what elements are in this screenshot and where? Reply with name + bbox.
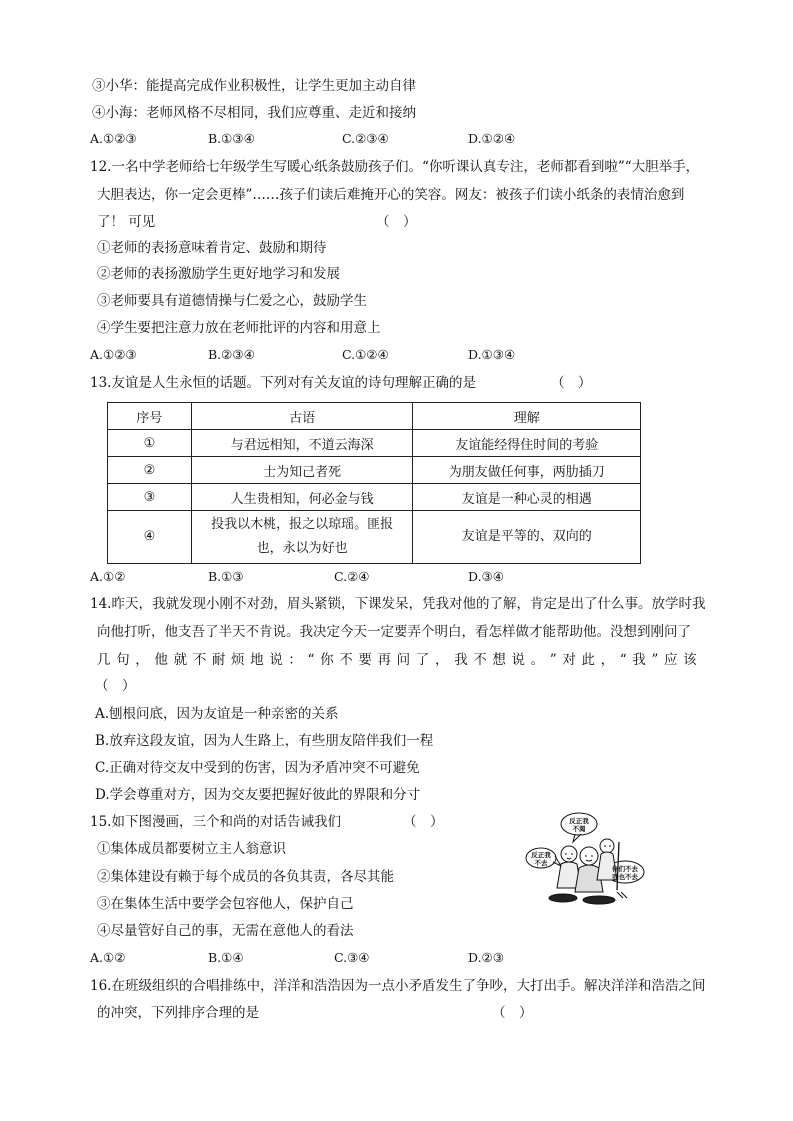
bubble-left-line-1: 反正我 [531,851,551,859]
q14-char: 想 [492,652,506,668]
q15-item-3: ③在集体生活中要学会包容他人，保护自己 [97,896,354,912]
q14-char: 要 [358,652,372,668]
q12-option-c: C.①②④ [342,347,389,362]
header-quote: 古语 [191,403,413,430]
row-meaning: 友谊是一种心灵的相遇 [413,484,641,511]
q15-option-b: B.①④ [208,950,244,965]
q11-option-b: B.①③④ [208,131,255,146]
q15-option-a: A.①② [90,950,126,965]
q14-char: 我 [632,652,646,668]
q14-char: 了 [415,652,430,668]
q11-item-3: ③小华：能提高完成作业积极性，让学生更加主动自律 [92,78,416,94]
q14-char: ， [135,652,149,668]
q14-choice-c: C.正确对待交友中受到的伤害，因为矛盾冲突不可避免 [95,760,420,776]
bubble-right-line-1: 你们不去 [612,865,638,873]
row-index: ② [108,457,192,484]
q14-choice-d: D.学会尊重对方，因为交友要把握好彼此的界限和分寸 [95,787,421,803]
q14-stem-line-1: 14.昨天，我就发现小刚不对劲，眉头紧锁，下课发呆，凭我对他的了解，肯定是出了什么事。放学时我 [90,596,706,612]
q16-stem-line-2: 的冲突，下列排序合理的是 [97,1005,259,1021]
q14-choice-a: A.刨根问底，因为友谊是一种亲密的关系 [95,706,339,722]
q13-option-c: C.②④ [334,569,370,584]
q12-stem-line-2: 大胆表达，你一定会更棒”……孩子们读后难掩开心的笑容。网友：被孩子们读小纸条的表情治愈到 [97,187,685,203]
q12-item-1: ①老师的表扬意味着肯定、鼓励和期待 [97,240,327,256]
q11-option-a: A.①②③ [90,131,137,146]
bubble-left-line-2: 不去 [534,859,548,867]
q14-char: 不 [192,652,207,668]
q15-item-1: ①集体成员都要树立主人翁意识 [97,841,286,857]
table-row [108,511,641,564]
q14-char: 该 [683,652,697,668]
bubble-top-line-1: 反正我 [569,817,589,825]
q12-option-a: A.①②③ [90,347,137,362]
row-index: ④ [108,511,192,564]
q12-item-3: ③老师要具有道德情操与仁爱之心，鼓励学生 [97,293,367,309]
q14-char: 问 [396,652,411,668]
q14-char: 不 [339,652,353,668]
q14-char: ” [651,652,659,668]
row-index: ③ [108,484,192,511]
q13-option-d: D.③④ [468,569,504,584]
q14-char: 说 [511,652,525,668]
table-row [108,430,641,457]
q15-option-c: C.③④ [334,950,370,965]
q14-char: ， [434,652,449,668]
q14-char: ： [288,652,302,668]
q14-char: 对 [562,652,576,668]
monk-right [600,839,614,853]
q16-stem-line-1: 16.在班级组织的合唱排练中，洋洋和浩浩因为一点小矛盾发生了争吵，大打出手。解决洋洋和浩浩之间 [90,978,706,994]
q14-char: 几 [97,652,111,668]
q14-char: 应 [663,652,678,668]
q14-char: 不 [473,652,487,668]
q14-char: ， [600,652,615,668]
q13-stem: 13.友谊是人生永恒的话题。下列对有关友谊的诗句理解正确的是 [90,375,476,391]
q15-item-4: ④尽量管好自己的事，无需在意他人的看法 [97,923,354,939]
monk-middle [580,847,598,865]
q14-char: 说 [269,652,283,668]
q11-option-c: C.②③④ [342,131,389,146]
q14-char: 此 [581,652,595,668]
row-quote-line-2: 也，永以为好也 [256,541,348,556]
table-header-row [108,403,641,430]
q15-option-d: D.②③ [468,950,504,965]
q14-char: “ [307,652,315,668]
table-row [108,484,641,511]
q15-stem: 15.如下图漫画，三个和尚的对话告诫我们 [90,814,341,830]
bubble-right-line-2: 我也不去 [612,873,638,881]
q13-option-a: A.①② [90,569,126,584]
three-monks-cartoon [525,812,645,912]
q12-option-b: B.②③④ [208,347,255,362]
row-index: ① [108,430,192,457]
q13-answer-paren: （ ） [551,375,592,391]
q12-answer-paren: （ ） [376,214,417,230]
row-quote: 士为知己者死 [191,457,413,484]
row-quote [191,511,413,564]
q14-char: 就 [173,652,188,668]
q15-answer-paren: （ ） [403,814,444,830]
q14-stem-line-2: 向他打听，他支吾了半天不肯说。我决定今天一定要弄个明白，看怎样做才能帮助他。没想到刚问了 [97,624,691,640]
q13-option-b: B.①③ [208,569,244,584]
q14-char: 地 [250,652,264,668]
q16-answer-paren: （ ） [492,1005,533,1021]
q14-char: 他 [154,652,168,668]
q14-char: “ [619,652,627,668]
q12-stem-line-3: 了！ 可见 [97,214,156,230]
row-meaning: 为朋友做任何事，两肋插刀 [413,457,641,484]
q14-answer-paren: （ ） [95,678,136,694]
row-quote-line-1: 投我以木桃，报之以琼瑶。匪报 [211,517,394,532]
table-row [108,457,641,484]
row-quote: 与君远相知，不道云海深 [191,430,413,457]
header-meaning: 理解 [413,403,641,430]
q14-char: 再 [377,652,392,668]
q12-stem-line-1: 12.一名中学老师给七年级学生写暖心纸条鼓励孩子们。“你听课认真专注，老师都看到啦”“大胆举手， [90,159,700,175]
row-meaning: 友谊是平等的、双向的 [413,511,641,564]
q11-option-d: D.①②④ [468,131,516,146]
friendship-table [107,402,641,564]
q11-item-4: ④小海：老师风格不尽相同，我们应尊重、走近和接纳 [92,105,416,121]
q14-char: 耐 [211,652,226,668]
q12-item-2: ②老师的表扬激励学生更好地学习和发展 [97,266,340,282]
q14-char: 我 [454,652,468,668]
header-index: 序号 [108,403,192,430]
q14-char: 烦 [230,652,245,668]
q14-char: 你 [320,652,334,668]
q14-choice-b: B.放弃这段友谊，因为人生路上，有些朋友陪伴我们一程 [95,733,434,749]
q15-item-2: ②集体建设有赖于每个成员的各负其责，各尽其能 [97,869,394,885]
row-meaning: 友谊能经得住时间的考验 [413,430,641,457]
monk-left [561,846,577,862]
row-quote: 人生贵相知，何必金与钱 [191,484,413,511]
bubble-top-line-2: 不渴 [572,825,586,833]
q12-option-d: D.①③④ [468,347,516,362]
q14-stem-line-3 [97,650,697,670]
q12-item-4: ④学生要把注意力放在老师批评的内容和用意上 [97,320,381,336]
q14-char: 。 [530,652,545,668]
q14-char: ” [549,652,557,668]
q14-char: 句 [116,652,130,668]
